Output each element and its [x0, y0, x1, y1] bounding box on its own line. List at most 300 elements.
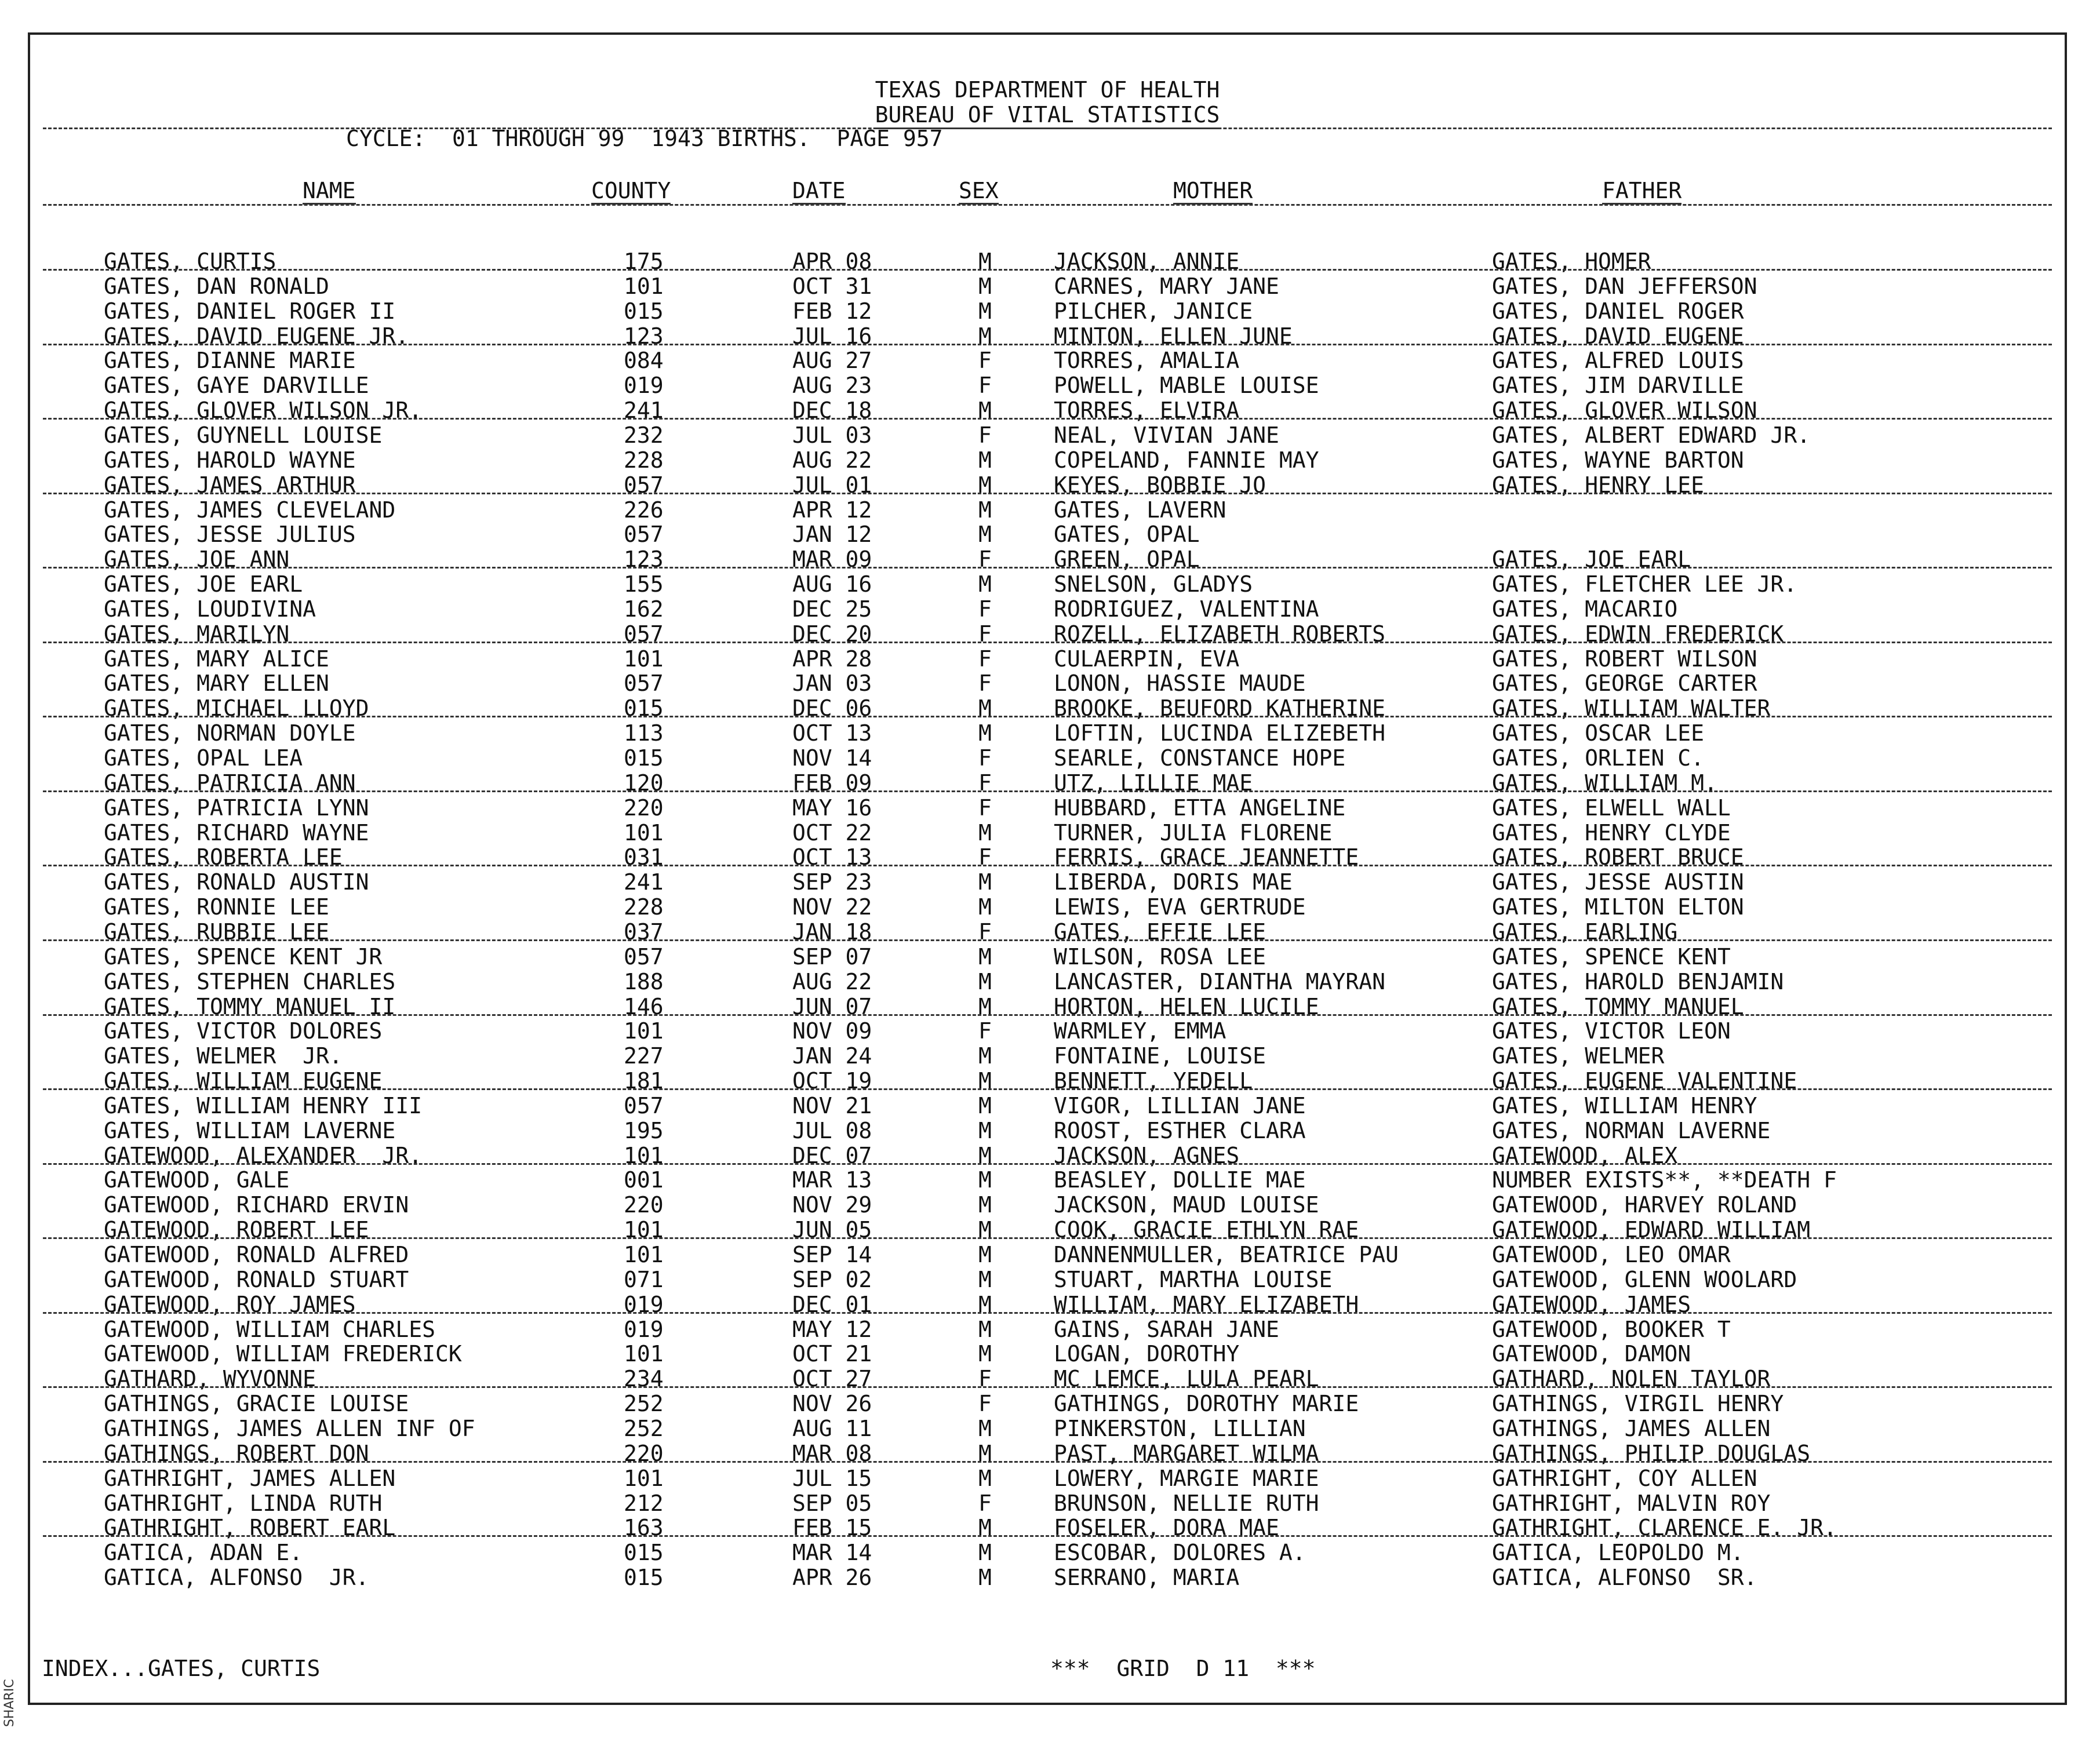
record-date: FEB 15: [792, 1515, 872, 1541]
record-name: GATES, TOMMY MANUEL II: [104, 993, 396, 1019]
record-row: [30, 1317, 2065, 1342]
record-county: 015: [624, 745, 664, 771]
row-separator: [43, 939, 2052, 941]
record-mother: GATHINGS, DOROTHY MARIE: [1054, 1391, 1359, 1417]
record-mother: LONON, HASSIE MAUDE: [1054, 671, 1306, 697]
record-name: GATHARD, WYVONNE: [104, 1366, 316, 1392]
record-mother: JACKSON, MAUD LOUISE: [1054, 1192, 1319, 1218]
record-father: GATES, ALBERT EDWARD JR.: [1492, 422, 1811, 448]
record-mother: UTZ, LILLIE MAE: [1054, 770, 1253, 796]
record-name: GATEWOOD, ROY JAMES: [104, 1291, 356, 1317]
record-father: GATES, OSCAR LEE: [1492, 720, 1705, 746]
record-sex: F: [978, 348, 992, 374]
record-father: GATES, HOMER: [1492, 249, 1651, 274]
record-county: 241: [624, 398, 664, 424]
record-county: 001: [624, 1167, 664, 1193]
record-mother: LEWIS, EVA GERTRUDE: [1054, 894, 1306, 920]
record-father: GATES, DAVID EUGENE: [1492, 323, 1744, 349]
col-header-county: COUNTY: [591, 178, 671, 203]
record-sex: F: [978, 422, 992, 448]
record-date: NOV 29: [792, 1192, 872, 1218]
record-father: GATES, ROBERT BRUCE: [1492, 844, 1744, 870]
record-row: [30, 721, 2065, 746]
record-father: GATHINGS, VIRGIL HENRY: [1492, 1391, 1784, 1417]
record-sex: F: [978, 621, 992, 647]
record-sex: M: [978, 1415, 992, 1441]
record-row: [30, 895, 2065, 920]
record-sex: M: [978, 1515, 992, 1541]
record-row: [30, 572, 2065, 597]
record-row: [30, 1540, 2065, 1565]
record-sex: M: [978, 1192, 992, 1218]
record-name: GATES, GUYNELL LOUISE: [104, 422, 383, 448]
record-sex: F: [978, 745, 992, 771]
record-sex: F: [978, 1490, 992, 1516]
record-father: GATES, WILLIAM M.: [1492, 770, 1717, 796]
record-mother: LIBERDA, DORIS MAE: [1054, 869, 1293, 895]
record-county: 220: [624, 795, 664, 821]
record-date: NOV 21: [792, 1092, 872, 1118]
record-father: GATES, WILLIAM WALTER: [1492, 695, 1771, 722]
record-name: GATES, RICHARD WAYNE: [104, 819, 369, 846]
record-county: 015: [624, 695, 664, 722]
record-mother: CARNES, MARY JANE: [1054, 273, 1279, 299]
record-mother: PINKERSTON, LILLIAN: [1054, 1415, 1306, 1441]
record-sex: M: [978, 1291, 992, 1317]
record-father: GATICA, ALFONSO SR.: [1492, 1565, 1757, 1591]
record-mother: LANCASTER, DIANTHA MAYRAN: [1054, 968, 1385, 994]
row-separator: [43, 418, 2052, 420]
record-date: DEC 01: [792, 1291, 872, 1317]
record-county: 101: [624, 1217, 664, 1243]
record-name: GATES, RONALD AUSTIN: [104, 869, 369, 895]
record-date: SEP 05: [792, 1490, 872, 1516]
record-mother: SERRANO, MARIA: [1054, 1565, 1240, 1591]
record-sex: M: [978, 522, 992, 548]
record-date: JUN 07: [792, 993, 872, 1019]
record-date: APR 26: [792, 1565, 872, 1591]
record-sex: M: [978, 472, 992, 498]
record-father: GATES, DAN JEFFERSON: [1492, 273, 1757, 299]
record-row: [30, 746, 2065, 771]
record-county: 101: [624, 1465, 664, 1491]
record-name: GATEWOOD, WILLIAM FREDERICK: [104, 1341, 462, 1367]
record-name: GATES, WILLIAM LAVERNE: [104, 1117, 396, 1143]
row-separator: [43, 642, 2052, 643]
record-county: 084: [624, 348, 664, 374]
record-county: 015: [624, 298, 664, 324]
record-sex: M: [978, 447, 992, 473]
record-name: GATES, HAROLD WAYNE: [104, 447, 356, 473]
record-mother: PILCHER, JANICE: [1054, 298, 1253, 324]
record-mother: STUART, MARTHA LOUISE: [1054, 1266, 1333, 1292]
record-sex: M: [978, 1565, 992, 1591]
row-separator: [43, 269, 2052, 271]
record-sex: M: [978, 819, 992, 846]
row-separator: [43, 1088, 2052, 1090]
record-father: GATHINGS, JAMES ALLEN: [1492, 1415, 1771, 1441]
record-row: [30, 1267, 2065, 1292]
record-name: GATES, DIANNE MARIE: [104, 348, 356, 374]
record-date: MAR 09: [792, 546, 872, 573]
record-county: 162: [624, 596, 664, 622]
record-date: FEB 12: [792, 298, 872, 324]
col-header-date: DATE: [792, 178, 846, 203]
record-county: 155: [624, 571, 664, 597]
record-row: [30, 1019, 2065, 1044]
record-father: GATES, VICTOR LEON: [1492, 1018, 1731, 1044]
record-father: GATES, HENRY LEE: [1492, 472, 1705, 498]
record-father: GATICA, LEOPOLDO M.: [1492, 1540, 1744, 1566]
record-date: SEP 02: [792, 1266, 872, 1292]
row-separator: [43, 790, 2052, 792]
record-mother: LOWERY, MARGIE MARIE: [1054, 1465, 1319, 1491]
record-county: 220: [624, 1192, 664, 1218]
record-date: MAR 08: [792, 1440, 872, 1466]
record-father: GATES, WAYNE BARTON: [1492, 447, 1744, 473]
record-date: OCT 13: [792, 844, 872, 870]
record-father: GATEWOOD, DAMON: [1492, 1341, 1691, 1367]
record-mother: BROOKE, BEUFORD KATHERINE: [1054, 695, 1385, 722]
record-father: NUMBER EXISTS**, **DEATH F: [1492, 1167, 1837, 1193]
index-label: INDEX...GATES, CURTIS: [42, 1656, 321, 1681]
record-date: AUG 16: [792, 571, 872, 597]
record-sex: M: [978, 720, 992, 746]
record-date: DEC 25: [792, 596, 872, 622]
record-row: [30, 1193, 2065, 1218]
record-name: GATES, JAMES CLEVELAND: [104, 497, 396, 523]
record-father: GATES, DANIEL ROGER: [1492, 298, 1744, 324]
record-sex: M: [978, 1540, 992, 1566]
record-father: GATES, ROBERT WILSON: [1492, 646, 1757, 672]
record-date: AUG 22: [792, 447, 872, 473]
record-father: GATHRIGHT, COY ALLEN: [1492, 1465, 1757, 1491]
record-mother: ROOST, ESTHER CLARA: [1054, 1117, 1306, 1143]
record-name: GATICA, ADAN E.: [104, 1540, 303, 1566]
cycle-line: CYCLE: 01 THROUGH 99 1943 BIRTHS. PAGE 957: [346, 126, 943, 151]
record-father: GATES, EARLING: [1492, 919, 1678, 945]
record-mother: MC LEMCE, LULA PEARL: [1054, 1366, 1319, 1392]
record-county: 232: [624, 422, 664, 448]
record-row: [30, 448, 2065, 473]
record-father: GATHINGS, PHILIP DOUGLAS: [1492, 1440, 1811, 1466]
record-sex: F: [978, 1018, 992, 1044]
record-county: 227: [624, 1043, 664, 1069]
record-sex: M: [978, 943, 992, 970]
record-row: [30, 1243, 2065, 1267]
col-header-sex: SEX: [959, 178, 999, 203]
record-name: GATES, CURTIS: [104, 249, 276, 274]
record-father: GATES, EDWIN FREDERICK: [1492, 621, 1784, 647]
record-father: GATHRIGHT, CLARENCE E. JR.: [1492, 1515, 1837, 1541]
record-sex: M: [978, 1092, 992, 1118]
record-sex: F: [978, 546, 992, 573]
record-row: [30, 671, 2065, 696]
record-date: JAN 24: [792, 1043, 872, 1069]
record-name: GATHINGS, GRACIE LOUISE: [104, 1391, 409, 1417]
record-date: JUL 08: [792, 1117, 872, 1143]
record-name: GATEWOOD, RONALD STUART: [104, 1266, 409, 1292]
record-date: OCT 19: [792, 1068, 872, 1094]
record-father: GATEWOOD, HARVEY ROLAND: [1492, 1192, 1797, 1218]
record-name: GATEWOOD, GALE: [104, 1167, 290, 1193]
record-date: AUG 11: [792, 1415, 872, 1441]
record-mother: NEAL, VIVIAN JANE: [1054, 422, 1279, 448]
record-name: GATES, DAVID EUGENE JR.: [104, 323, 409, 349]
record-mother: WILSON, ROSA LEE: [1054, 943, 1266, 970]
record-date: NOV 22: [792, 894, 872, 920]
record-date: DEC 06: [792, 695, 872, 722]
record-father: GATES, JOE EARL: [1492, 546, 1691, 573]
record-sex: M: [978, 249, 992, 274]
record-mother: JACKSON, ANNIE: [1054, 249, 1240, 274]
record-row: [30, 597, 2065, 622]
record-row: [30, 1342, 2065, 1367]
record-sex: F: [978, 596, 992, 622]
record-county: 226: [624, 497, 664, 523]
record-name: GATES, WILLIAM HENRY III: [104, 1092, 423, 1118]
record-county: 019: [624, 1291, 664, 1317]
column-header-divider: [43, 204, 2052, 206]
record-county: 163: [624, 1515, 664, 1541]
record-father: GATES, FLETCHER LEE JR.: [1492, 571, 1797, 597]
record-mother: HUBBARD, ETTA ANGELINE: [1054, 795, 1346, 821]
record-county: 120: [624, 770, 664, 796]
record-father: GATHRIGHT, MALVIN ROY: [1492, 1490, 1771, 1516]
record-county: 037: [624, 919, 664, 945]
record-date: SEP 14: [792, 1242, 872, 1267]
record-father: GATES, HENRY CLYDE: [1492, 819, 1731, 846]
record-row: [30, 1044, 2065, 1069]
record-county: 101: [624, 1341, 664, 1367]
record-date: JAN 12: [792, 522, 872, 548]
record-county: 220: [624, 1440, 664, 1466]
record-date: MAR 13: [792, 1167, 872, 1193]
record-father: GATEWOOD, ALEX: [1492, 1142, 1678, 1168]
record-mother: BEASLEY, DOLLIE MAE: [1054, 1167, 1306, 1193]
record-sex: M: [978, 1341, 992, 1367]
record-name: GATEWOOD, ALEXANDER JR.: [104, 1142, 423, 1168]
record-sex: M: [978, 1465, 992, 1491]
ledger-sheet: [28, 32, 2067, 1705]
record-row: [30, 970, 2065, 994]
record-row: [30, 1168, 2065, 1193]
record-name: GATES, ROBERTA LEE: [104, 844, 343, 870]
record-county: 057: [624, 943, 664, 970]
record-county: 228: [624, 894, 664, 920]
record-date: MAR 14: [792, 1540, 872, 1566]
record-name: GATES, GAYE DARVILLE: [104, 373, 369, 399]
record-county: 123: [624, 323, 664, 349]
record-name: GATEWOOD, RICHARD ERVIN: [104, 1192, 409, 1218]
record-date: JUL 15: [792, 1465, 872, 1491]
record-date: AUG 27: [792, 348, 872, 374]
record-date: SEP 07: [792, 943, 872, 970]
row-separator: [43, 1163, 2052, 1165]
record-sex: F: [978, 770, 992, 796]
record-father: GATES, ORLIEN C.: [1492, 745, 1705, 771]
record-name: GATHRIGHT, ROBERT EARL: [104, 1515, 396, 1541]
record-date: JAN 18: [792, 919, 872, 945]
record-date: APR 08: [792, 249, 872, 274]
record-row: [30, 1565, 2065, 1590]
record-name: GATES, WILLIAM EUGENE: [104, 1068, 383, 1094]
record-name: GATES, GLOVER WILSON JR.: [104, 398, 423, 424]
record-mother: GATES, EFFIE LEE: [1054, 919, 1266, 945]
record-date: OCT 22: [792, 819, 872, 846]
record-county: 212: [624, 1490, 664, 1516]
record-name: GATES, MICHAEL LLOYD: [104, 695, 369, 722]
record-father: GATEWOOD, JAMES: [1492, 1291, 1691, 1317]
record-father: GATES, TOMMY MANUEL: [1492, 993, 1744, 1019]
record-sex: F: [978, 1366, 992, 1392]
col-header-father: FATHER: [1602, 178, 1682, 203]
record-name: GATES, MARY ELLEN: [104, 671, 329, 697]
record-county: 101: [624, 1018, 664, 1044]
record-father: GATES, WILLIAM HENRY: [1492, 1092, 1757, 1118]
record-name: GATHINGS, ROBERT DON: [104, 1440, 369, 1466]
record-mother: CULAERPIN, EVA: [1054, 646, 1240, 672]
record-mother: WILLIAM, MARY ELIZABETH: [1054, 1291, 1359, 1317]
record-mother: TORRES, AMALIA: [1054, 348, 1240, 374]
record-date: OCT 31: [792, 273, 872, 299]
record-county: 101: [624, 646, 664, 672]
record-date: JUL 01: [792, 472, 872, 498]
record-date: MAY 16: [792, 795, 872, 821]
record-name: GATES, OPAL LEA: [104, 745, 303, 771]
record-county: 015: [624, 1540, 664, 1566]
record-row: [30, 796, 2065, 821]
record-sex: M: [978, 323, 992, 349]
record-name: GATHRIGHT, LINDA RUTH: [104, 1490, 383, 1516]
record-mother: LOFTIN, LUCINDA ELIZEBETH: [1054, 720, 1385, 746]
record-name: GATES, STEPHEN CHARLES: [104, 968, 396, 994]
record-row: [30, 870, 2065, 895]
record-county: 101: [624, 1242, 664, 1267]
record-county: 101: [624, 273, 664, 299]
record-date: JUL 16: [792, 323, 872, 349]
agency-title: TEXAS DEPARTMENT OF HEALTH: [875, 77, 1220, 103]
record-sex: M: [978, 1142, 992, 1168]
record-mother: COPELAND, FANNIE MAY: [1054, 447, 1319, 473]
record-date: DEC 20: [792, 621, 872, 647]
record-name: GATES, WELMER JR.: [104, 1043, 343, 1069]
row-separator: [43, 567, 2052, 569]
record-row: [30, 423, 2065, 448]
record-father: GATES, JESSE AUSTIN: [1492, 869, 1744, 895]
record-father: GATEWOOD, LEO OMAR: [1492, 1242, 1731, 1267]
record-county: 101: [624, 1142, 664, 1168]
record-mother: TORRES, ELVIRA: [1054, 398, 1240, 424]
record-mother: POWELL, MABLE LOUISE: [1054, 373, 1319, 399]
record-row: [30, 1491, 2065, 1516]
record-sex: M: [978, 1068, 992, 1094]
bureau-title-text: BUREAU OF VITAL STATISTICS: [875, 102, 1220, 129]
record-row: [30, 498, 2065, 523]
record-date: NOV 14: [792, 745, 872, 771]
row-separator: [43, 865, 2052, 866]
record-row: [30, 274, 2065, 299]
record-date: JUN 05: [792, 1217, 872, 1243]
record-sex: M: [978, 398, 992, 424]
record-sex: M: [978, 1440, 992, 1466]
record-county: 015: [624, 1565, 664, 1591]
record-date: JUL 03: [792, 422, 872, 448]
record-county: 057: [624, 671, 664, 697]
record-father: GATES, ALFRED LOUIS: [1492, 348, 1744, 374]
record-name: GATES, JOE ANN: [104, 546, 290, 573]
record-mother: BRUNSON, NELLIE RUTH: [1054, 1490, 1319, 1516]
record-name: GATICA, ALFONSO JR.: [104, 1565, 369, 1591]
record-father: GATES, JIM DARVILLE: [1492, 373, 1744, 399]
row-separator: [43, 1386, 2052, 1388]
record-mother: MINTON, ELLEN JUNE: [1054, 323, 1293, 349]
record-date: SEP 23: [792, 869, 872, 895]
record-sex: M: [978, 497, 992, 523]
record-row: [30, 1466, 2065, 1491]
row-separator: [43, 493, 2052, 494]
record-name: GATES, PATRICIA ANN: [104, 770, 356, 796]
record-date: APR 12: [792, 497, 872, 523]
record-mother: JACKSON, AGNES: [1054, 1142, 1240, 1168]
record-county: 057: [624, 1092, 664, 1118]
row-separator: [43, 1535, 2052, 1537]
record-father: GATHARD, NOLEN TAYLOR: [1492, 1366, 1771, 1392]
record-sex: M: [978, 1242, 992, 1267]
record-county: 175: [624, 249, 664, 274]
record-sex: M: [978, 1316, 992, 1342]
record-father: GATES, GLOVER WILSON: [1492, 398, 1757, 424]
record-name: GATEWOOD, WILLIAM CHARLES: [104, 1316, 435, 1342]
record-mother: PAST, MARGARET WILMA: [1054, 1440, 1319, 1466]
row-separator: [43, 344, 2052, 345]
record-name: GATES, JOE EARL: [104, 571, 303, 597]
record-sex: M: [978, 1167, 992, 1193]
record-county: 146: [624, 993, 664, 1019]
record-date: NOV 26: [792, 1391, 872, 1417]
record-date: FEB 09: [792, 770, 872, 796]
record-county: 019: [624, 1316, 664, 1342]
record-sex: M: [978, 273, 992, 299]
record-date: MAY 12: [792, 1316, 872, 1342]
grid-label: *** GRID D 11 ***: [1050, 1656, 1316, 1681]
record-name: GATES, RUBBIE LEE: [104, 919, 329, 945]
record-name: GATES, DANIEL ROGER II: [104, 298, 396, 324]
record-county: 181: [624, 1068, 664, 1094]
record-mother: VIGOR, LILLIAN JANE: [1054, 1092, 1306, 1118]
record-sex: M: [978, 298, 992, 324]
record-mother: WARMLEY, EMMA: [1054, 1018, 1226, 1044]
record-county: 113: [624, 720, 664, 746]
record-row: [30, 1118, 2065, 1143]
record-name: GATES, DAN RONALD: [104, 273, 329, 299]
record-name: GATES, JESSE JULIUS: [104, 522, 356, 548]
record-county: 031: [624, 844, 664, 870]
row-separator: [43, 1461, 2052, 1463]
record-mother: HORTON, HELEN LUCILE: [1054, 993, 1319, 1019]
side-label: SHARIC: [2, 1679, 17, 1727]
record-sex: F: [978, 795, 992, 821]
record-county: 057: [624, 621, 664, 647]
record-county: 252: [624, 1391, 664, 1417]
record-mother: SEARLE, CONSTANCE HOPE: [1054, 745, 1346, 771]
record-father: GATEWOOD, EDWARD WILLIAM: [1492, 1217, 1811, 1243]
record-name: GATES, SPENCE KENT JR: [104, 943, 383, 970]
record-mother: ROZELL, ELIZABETH ROBERTS: [1054, 621, 1385, 647]
record-father: GATEWOOD, BOOKER T: [1492, 1316, 1731, 1342]
record-sex: M: [978, 1266, 992, 1292]
record-county: 234: [624, 1366, 664, 1392]
